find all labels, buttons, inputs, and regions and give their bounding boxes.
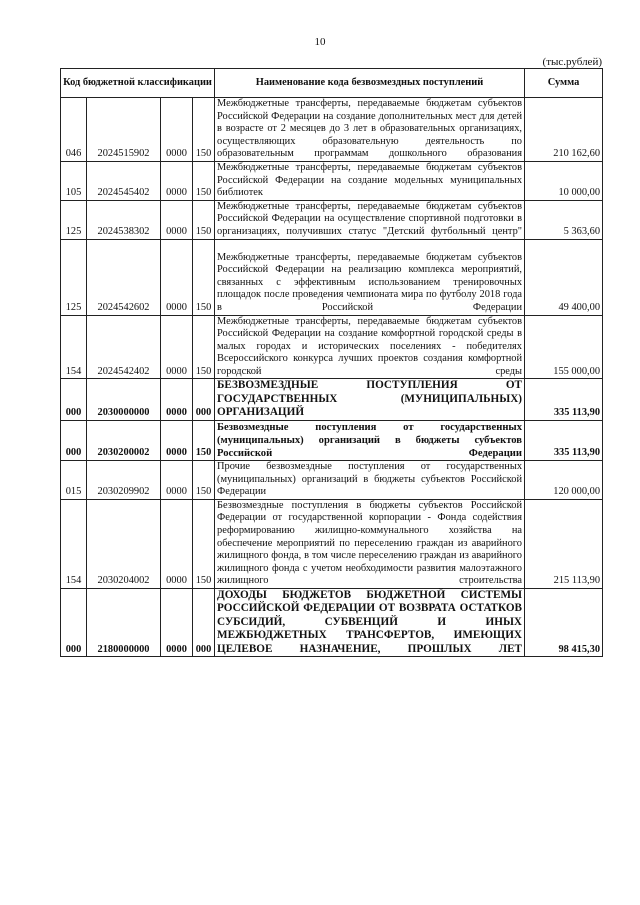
code-kosgu: 150 [193, 200, 215, 239]
code-main: 2024538302 [87, 200, 161, 239]
code-kosgu: 150 [193, 460, 215, 499]
table-row [61, 460, 603, 499]
code-admin: 125 [61, 200, 87, 239]
code-program: 0000 [161, 420, 193, 460]
code-kosgu: 150 [193, 315, 215, 379]
code-admin: 105 [61, 161, 87, 200]
code-kosgu: 150 [193, 161, 215, 200]
code-admin: 000 [61, 379, 87, 421]
code-main: 2030200002 [87, 420, 161, 460]
page-number: 10 [314, 36, 326, 48]
row-name: Прочие безвозмездные поступления от государственных (муниципальных) организаций в бюджеты субъектов Российской Федерации [215, 460, 525, 499]
table-header-row [61, 69, 603, 98]
row-amount: 120 000,00 [525, 460, 603, 499]
code-program: 0000 [161, 98, 193, 162]
code-admin: 015 [61, 460, 87, 499]
row-amount: 335 113,90 [525, 420, 603, 460]
table-row [61, 98, 603, 162]
code-kosgu: 150 [193, 98, 215, 162]
table-row [61, 161, 603, 200]
table-row [61, 239, 603, 315]
code-program: 0000 [161, 200, 193, 239]
code-kosgu: 000 [193, 379, 215, 421]
row-amount: 155 000,00 [525, 315, 603, 379]
code-main: 2180000000 [87, 588, 161, 657]
table-row [61, 315, 603, 379]
row-name-cell [215, 239, 525, 315]
code-program: 0000 [161, 315, 193, 379]
code-kosgu: 000 [193, 588, 215, 657]
code-program: 0000 [161, 379, 193, 421]
code-program: 0000 [161, 588, 193, 657]
code-admin: 154 [61, 499, 87, 588]
code-main: 2024542602 [87, 239, 161, 315]
row-name: Безвозмездные поступления от государственных (муниципальных) организаций в бюджеты субъектов Российской Федерации [215, 420, 525, 460]
code-kosgu: 150 [193, 499, 215, 588]
table-row-total [61, 588, 603, 657]
table-row [61, 200, 603, 239]
row-name: Межбюджетные трансферты, передаваемые бюджетам субъектов Российской Федерации на реализацию комплекса мероприятий, связанных с эффективным использованием тренировочных площадок после проведения чемпионата мира по футболу 2018 года в Российской Федерации [217, 251, 523, 313]
code-admin: 000 [61, 588, 87, 657]
units-label: (тыс.рублей) [542, 56, 602, 68]
row-name: Безвозмездные поступления в бюджеты субъектов Российской Федерации от государственной корпорации - Фонда содействия реформированию жилищно-коммунального хозяйства на обеспечение мероприятий по переселению граждан из аварийного жилищного фонда, в том числе переселению граждан из аварийного жилищного фонда с учетом необходимости развития малоэтажного жилищного строительства [215, 499, 525, 588]
code-program: 0000 [161, 460, 193, 499]
code-program: 0000 [161, 239, 193, 315]
table-row-subtotal [61, 420, 603, 460]
row-name: ДОХОДЫ БЮДЖЕТОВ БЮДЖЕТНОЙ СИСТЕМЫ РОССИЙСКОЙ ФЕДЕРАЦИИ ОТ ВОЗВРАТА ОСТАТКОВ СУБСИДИЙ, СУБВЕНЦИЙ И ИНЫХ МЕЖБЮДЖЕТНЫХ ТРАНСФЕРТОВ, ИМЕЮЩИХ ЦЕЛЕВОЕ НАЗНАЧЕНИЕ, ПРОШЛЫХ ЛЕТ [215, 588, 525, 657]
row-name: Межбюджетные трансферты, передаваемые бюджетам субъектов Российской Федерации на создание комфортной городской среды в малых городах и исторических поселениях - победителях Всероссийского конкурса лучших проектов создания комфортной городской среды [215, 315, 525, 379]
row-amount: 49 400,00 [525, 239, 603, 315]
table-row-total [61, 379, 603, 421]
row-amount: 215 113,90 [525, 499, 603, 588]
row-name: Межбюджетные трансферты, передаваемые бюджетам субъектов Российской Федерации на создание дополнительных мест для детей в возрасте от 2 месяцев до 3 лет в образовательных организациях, осуществляющих образовательную деятельность по образовательным программам дошкольного образования [215, 98, 525, 162]
code-program: 0000 [161, 499, 193, 588]
row-name: БЕЗВОЗМЕЗДНЫЕ ПОСТУПЛЕНИЯ ОТ ГОСУДАРСТВЕННЫХ (МУНИЦИПАЛЬНЫХ) ОРГАНИЗАЦИЙ [215, 379, 525, 421]
row-amount: 98 415,30 [525, 588, 603, 657]
row-amount: 335 113,90 [525, 379, 603, 421]
code-program: 0000 [161, 161, 193, 200]
code-admin: 000 [61, 420, 87, 460]
code-main: 2030204002 [87, 499, 161, 588]
row-amount: 10 000,00 [525, 161, 603, 200]
header-name: Наименование кода безвозмездных поступлений [215, 69, 525, 98]
code-kosgu: 150 [193, 239, 215, 315]
code-main: 2024515902 [87, 98, 161, 162]
code-admin: 125 [61, 239, 87, 315]
code-admin: 154 [61, 315, 87, 379]
code-main: 2024542402 [87, 315, 161, 379]
table-row [61, 499, 603, 588]
row-name: Межбюджетные трансферты, передаваемые бюджетам субъектов Российской Федерации на создание модельных муниципальных библиотек [215, 161, 525, 200]
row-amount: 5 363,60 [525, 200, 603, 239]
row-amount: 210 162,60 [525, 98, 603, 162]
budget-table [60, 68, 603, 657]
row-name: Межбюджетные трансферты, передаваемые бюджетам субъектов Российской Федерации на осуществление спортивной подготовки в организациях, получивших статус "Детский футбольный центр" [215, 200, 525, 239]
code-main: 2030000000 [87, 379, 161, 421]
code-main: 2024545402 [87, 161, 161, 200]
code-kosgu: 150 [193, 420, 215, 460]
code-admin: 046 [61, 98, 87, 162]
header-amount: Сумма [525, 69, 603, 98]
header-code: Код бюджетной классификации [61, 69, 215, 98]
code-main: 2030209902 [87, 460, 161, 499]
